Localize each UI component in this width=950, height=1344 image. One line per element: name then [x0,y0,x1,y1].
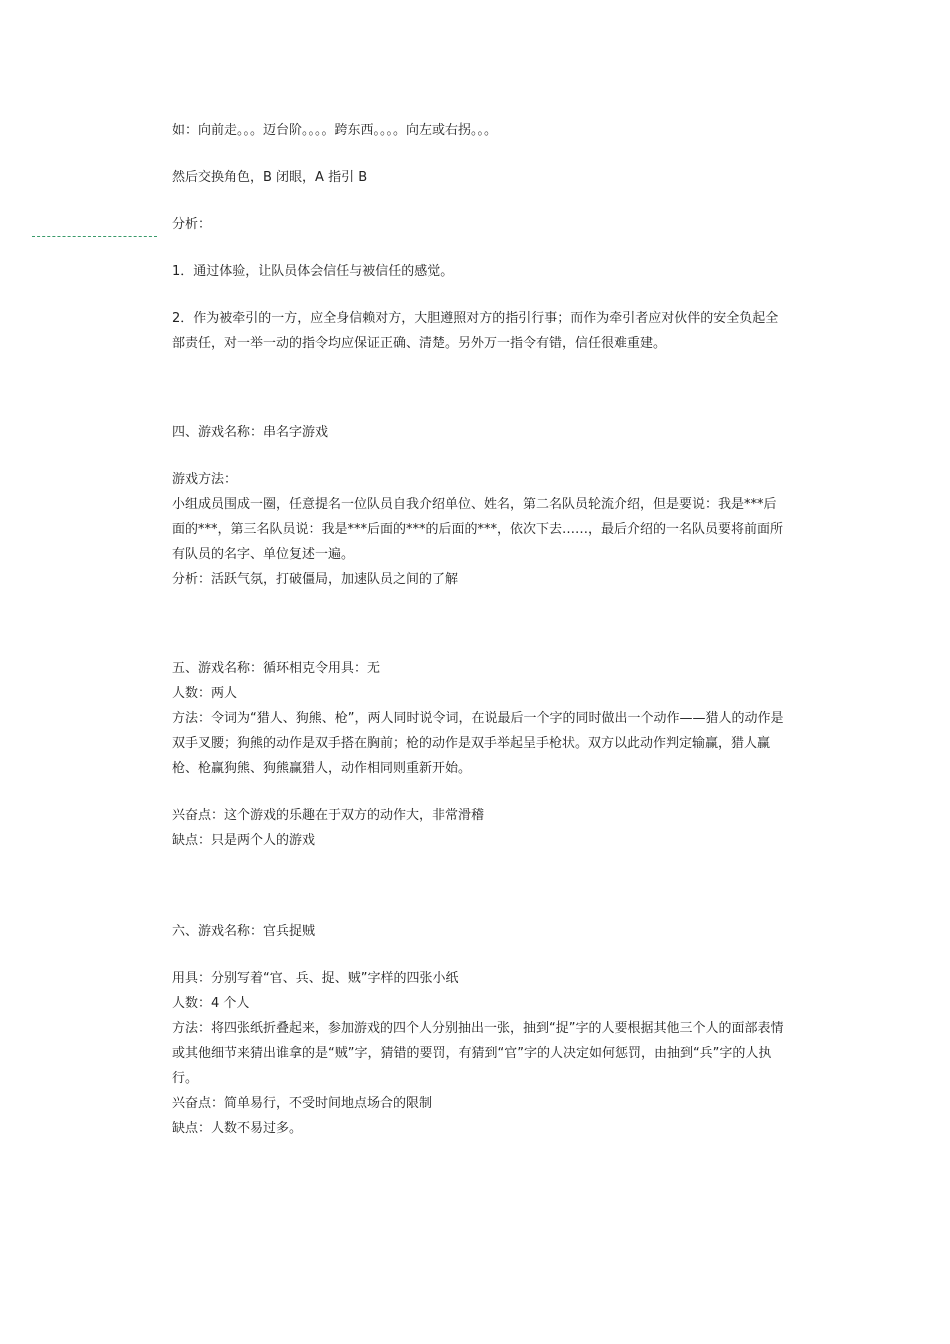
section-6-title: 六、游戏名称：官兵捉贼 [172,924,316,939]
section-6-drawback: 缺点：人数不易过多。 [172,1121,303,1136]
margin-dashed-rule [32,236,157,237]
section-5-people: 人数：两人 [172,686,238,701]
paragraph-analysis-label: 分析： [172,217,212,232]
paragraph-example-actions: 如：向前走。。。迈台阶。。。。跨东西。。。。向左或右拐。。。 [172,123,498,138]
section-6-tools: 用具：分别写着“官、兵、捉、贼”字样的四张小纸 [172,971,459,986]
section-5-title: 五、游戏名称：循环相克令用具：无 [172,661,381,676]
section-4-analysis: 分析：活跃气氛，打破僵局，加速队员之间的了解 [172,572,459,587]
section-4-title: 四、游戏名称：串名字游戏 [172,425,329,440]
section-5-method: 方法：令词为“猎人、狗熊、枪”，两人同时说令词，在说最后一个字的同时做出一个动作——猎人的动作是双手叉腰；狗熊的动作是双手搭在胸前；枪的动作是双手举起呈手枪状。双方以此动作判定输赢，猎人赢枪、枪赢狗熊、狗熊赢猎人，动作相同则重新开始。 [172,711,784,776]
section-4-method: 小组成员围成一圈，任意提名一位队员自我介绍单位、姓名，第二名队员轮流介绍，但是要说：我是***后面的***，第三名队员说：我是***后面的***的后面的***，依次下去……，最后介绍的一名队员要将前面所有队员的名字、单位复述一遍。 [172,497,784,562]
section-6-people: 人数：4 个人 [172,996,250,1011]
section-5-drawback: 缺点：只是两个人的游戏 [172,833,316,848]
section-5-excitement: 兴奋点：这个游戏的乐趣在于双方的动作大，非常滑稽 [172,808,485,823]
document-body [172,118,784,1141]
paragraph-swap-roles: 然后交换角色，B 闭眼，A 指引 B [172,170,368,185]
paragraph-analysis-point-2: 2．作为被牵引的一方，应全身信赖对方，大胆遵照对方的指引行事；而作为牵引者应对伙伴的安全负起全部责任，对一举一动的指令均应保证正确、清楚。另外万一指令有错，信任很难重建。 [172,311,779,351]
paragraph-analysis-point-1: 1．通过体验，让队员体会信任与被信任的感觉。 [172,264,454,279]
section-6-method: 方法：将四张纸折叠起来，参加游戏的四个人分别抽出一张，抽到“捉”字的人要根据其他三个人的面部表情或其他细节来猜出谁拿的是“贼”字，猜错的要罚，有猜到“官”字的人决定如何惩罚，由抽到“兵”字的人执行。 [172,1021,784,1086]
section-4-method-label: 游戏方法： [172,472,238,487]
section-6-excitement: 兴奋点：简单易行，不受时间地点场合的限制 [172,1096,433,1111]
